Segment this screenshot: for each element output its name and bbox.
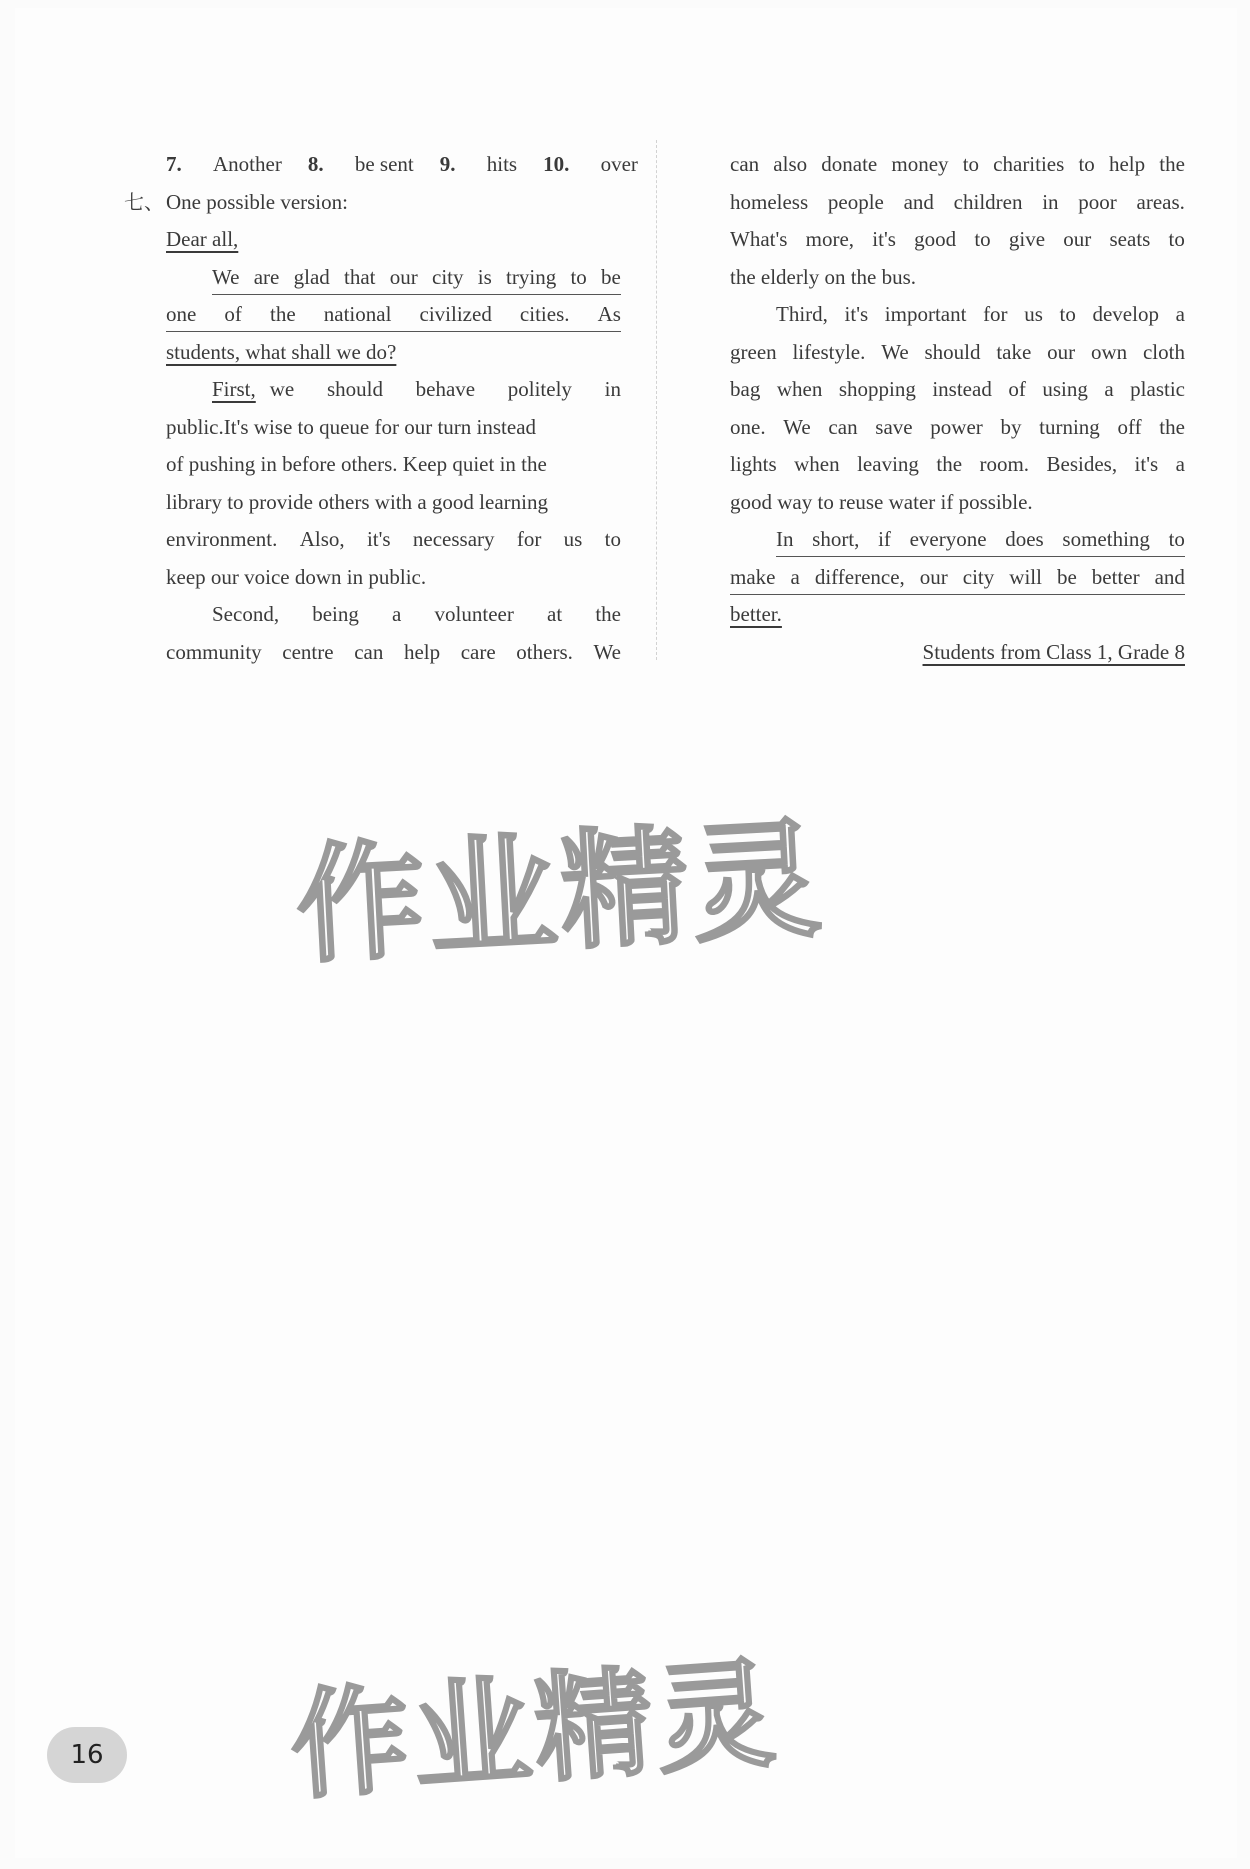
section-heading bbox=[124, 184, 621, 222]
essay-line: can also donate money to charities to help the bbox=[730, 152, 1185, 176]
essay-line: better. bbox=[730, 602, 782, 626]
essay-line: good way to reuse water if possible. bbox=[730, 489, 1033, 514]
essay-line: lights when leaving the room. Besides, it's a bbox=[730, 452, 1185, 476]
essay-line: We are glad that our city is trying to be bbox=[166, 259, 621, 297]
essay-line: students, what shall we do? bbox=[166, 339, 397, 364]
essay-line: keep our voice down in public. bbox=[166, 564, 427, 589]
essay-line: make a difference, our city will be better and bbox=[730, 559, 1185, 597]
section-number: 七、 bbox=[124, 189, 164, 214]
answer-item: 7. Another bbox=[166, 152, 282, 176]
right-column bbox=[730, 146, 1185, 671]
essay-line: one. We can save power by turning off the bbox=[730, 414, 1185, 439]
essay-line: Third, it's important for us to develop a bbox=[776, 302, 1185, 326]
section-intro: One possible version: bbox=[166, 189, 348, 214]
watermark-logo: 作业精灵 bbox=[293, 805, 829, 982]
essay-line: green lifestyle. We should take our own cloth bbox=[730, 339, 1185, 364]
greeting: Dear all, bbox=[166, 227, 239, 251]
essay-line: one of the national civilized cities. As bbox=[166, 296, 621, 334]
answer-item: 9. hits bbox=[439, 152, 518, 176]
essay-line: library to provide others with a good learning bbox=[166, 489, 548, 514]
first-marker: First, bbox=[212, 377, 256, 401]
essay-line: public.It's wise to queue for our turn instead bbox=[166, 414, 537, 439]
answer-item: 10. over bbox=[543, 152, 638, 176]
essay-line: In short, if everyone does something to bbox=[730, 521, 1185, 559]
page-number: 16 bbox=[47, 1727, 127, 1783]
essay-line: Second, being a volunteer at the bbox=[212, 602, 621, 626]
essay-line: bag when shopping instead of using a plastic bbox=[730, 377, 1185, 401]
essay-line: community centre can help care others. We bbox=[166, 639, 621, 664]
essay-line: First, we should behave politely in bbox=[166, 371, 621, 409]
essay-line: What's more, it's good to give our seats to bbox=[730, 227, 1185, 251]
essay-line: homeless people and children in poor areas. bbox=[730, 189, 1185, 214]
left-column bbox=[124, 146, 638, 671]
column-divider bbox=[656, 140, 657, 660]
answer-row bbox=[166, 146, 638, 184]
essay-line: environment. Also, it's necessary for us to bbox=[166, 527, 621, 551]
signature: Students from Class 1, Grade 8 bbox=[922, 639, 1185, 664]
essay-line: of pushing in before others. Keep quiet in the bbox=[166, 452, 547, 476]
answer-item: 8. be sent bbox=[307, 152, 414, 176]
essay-line: the elderly on the bus. bbox=[730, 264, 917, 289]
watermark-logo: 作业精灵 bbox=[286, 1644, 783, 1816]
